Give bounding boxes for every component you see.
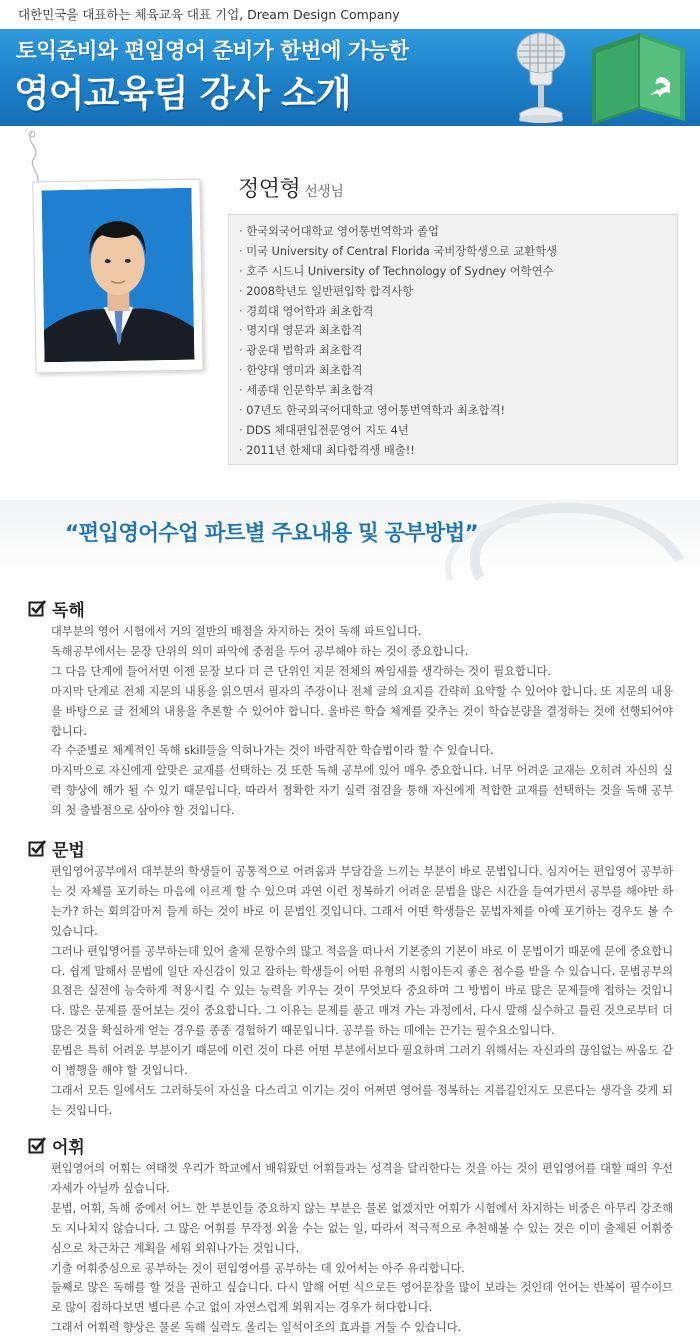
career-item: · 한국외국어대학교 영어통번역학과 졸업 <box>239 222 677 242</box>
checkbox-checked-icon <box>28 839 46 857</box>
teacher-title-suffix: 선생님 <box>304 184 344 200</box>
microphone-icon <box>517 33 565 123</box>
teacher-name: 정연형 <box>238 177 301 202</box>
topic-grammar <box>28 836 678 1121</box>
topic-title: 독해 <box>52 601 85 621</box>
topic-body <box>51 862 673 1121</box>
topic-title: 어휘 <box>52 1138 85 1158</box>
checkbox-checked-icon <box>28 599 46 617</box>
teacher-photo-frame <box>32 179 203 374</box>
paragraph: 문법, 어휘, 독해 중에서 어느 한 부분인들 중요하지 않는 부분은 물론 없겠지만 어휘가 시험에서 차지하는 비중은 아무리 강조해도 지나치지 않습니다. 그 많은 어휘를 무작정 외울 수는 없는 일, 따라서 적극적으로 추천해볼 수 있는 것은 이미 출제된 어휘중심으로 차근차근 계획을 세워 외워나가는 것입니다. <box>51 1201 673 1255</box>
tagline: 대한민국을 대표하는 체육교육 대표 기업, Dream Design Company <box>18 7 400 22</box>
career-item: · 미국 University of Central Florida 국비장학생으로 교환학생 <box>239 242 677 262</box>
teacher-name-heading <box>238 172 343 203</box>
career-list <box>228 214 678 465</box>
paragraph: 그러나 편입영어를 공부하는데 있어 출제 문항수의 많고 적음을 떠나서 기본중의 기본이 바로 이 문법이기 때문에 문에 중요합니다. 쉽게 말해서 문법에 일단 자신감이 있고 잘하는 학생들이 어떤 유형의 시험이든지 좋은 점수를 받을 수 있습니다. 문법공부의 요점은 실전에 능숙하게 적용시킬 수 있는 능력을 키우는 것이 무엇보다 중요하며 그 방법이 바로 많은 문제들에 접하는 것입니다. 많은 문제를 풀어보는 것이 중요합니다. 그 이유는 문제를 풀고 매겨 가는 과정에서, 다시 말해 실수하고 틀린 것으로부터 더 많은 것을 확실하게 얻는 경우를 종종 경험하기 때문입니다. 공부를 하는 데에는 끈기는 필수요소입니다. <box>51 944 673 1038</box>
paragraph: 대부분의 영어 시험에서 거의 절반의 배점을 차지하는 것이 독해 파트입니다. <box>51 625 422 638</box>
paragraph: 문법은 특히 어려운 부분이기 때문에 이런 것이 다른 어떤 부분에서보다 필요하며 그러기 위해서는 자신과의 끊임없는 싸움도 같이 병행을 해야 할 것입니다. <box>51 1044 673 1078</box>
paragraph: 그 다음 단계에 들어서면 이젠 문장 보다 더 큰 단위인 지문 전체의 짜임새를 생각하는 것이 필요합니다. <box>51 664 551 678</box>
section-header <box>0 500 700 580</box>
section-title: “편입영어수업 파트별 주요내용 및 공부방법” <box>65 521 478 546</box>
teacher-photo <box>41 188 194 363</box>
checkbox-checked-icon <box>28 1136 46 1154</box>
topic-title: 문법 <box>52 841 85 861</box>
topic-body <box>51 1159 673 1338</box>
microphone-book-illustration <box>480 29 700 126</box>
topic-body <box>51 622 673 821</box>
paragraph: 마지막으로 자신에게 알맞은 교재를 선택하는 것 또한 독해 공부에 있어 매우 중요합니다. 너무 어려운 교재는 오히려 자신의 실력 향상에 해가 될 수 있기 때문입니다. 따라서 정확한 자기 실력 점검을 통해 자신에게 적합한 교재를 선택하는 것을 독해 공부의 첫 출발점으로 삼아야 할 것입니다. <box>51 764 673 818</box>
paragraph: 둘째로 많은 독해를 할 것을 권하고 싶습니다. 다시 말해 어떤 식으로든 영어문장을 많이 보라는 것인데 언어는 반복이 필수이므로 많이 접하다보면 별다른 수고 없이 자연스럽게 외워지는 경우가 허다합니다. <box>51 1281 673 1315</box>
career-item: · 호주 시드니 University of Technology of Sydney 어학연수 <box>239 262 677 282</box>
topic-vocabulary <box>28 1133 678 1338</box>
banner-subtitle: 토익준비와 편입영어 준비가 한번에 가능한 <box>16 39 409 64</box>
hanging-string <box>20 128 50 188</box>
paragraph: 독해공부에서는 문장 단위의 의미 파악에 중점을 두어 공부해야 하는 것이 중요합니다. <box>51 644 469 658</box>
career-item: · 2008학년도 일반편입학 합격사항 <box>239 282 677 302</box>
career-item: · 명지대 영문과 최초합격 <box>239 321 677 341</box>
paragraph: 그래서 어휘력 향상은 물론 독해 실력도 올리는 일석이조의 효과를 거둘 수 있습니다. <box>51 1321 462 1335</box>
paragraph: 기출 어휘중심으로 공부하는 것이 편입영어를 공부하는 데 있어서는 아주 유리합니다. <box>51 1261 465 1275</box>
paragraph: 편입영어의 어휘는 여태껏 우리가 학교에서 배워왔던 어휘들과는 성격을 달리한다는 것을 아는 것이 편입영어를 대할 때의 우선 자세가 아닐까 싶습니다. <box>51 1162 673 1195</box>
topic-reading <box>28 596 678 821</box>
paragraph: 각 수준별로 체계적인 독해 skill들을 익혀나가는 것이 바람직한 학습법이라 할 수 있습니다. <box>51 744 494 758</box>
paragraph: 편입영어공부에서 대부분의 학생들이 공통적으로 어려움과 부담감을 느끼는 부분이 바로 문법입니다. 심지어는 편입영어 공부하는 것 자체를 포기하는 마음에 이르게 할 수 있으며 과연 이런 정복하기 어려운 문법을 많은 시간을 들여가면서 공부를 해야만 하는가? 하는 회의감마저 들게 하는 것이 바로 이 문법인 것입니다. 그래서 어떤 학생들은 문법자체를 아예 포기하는 경우도 볼 수 있습니다. <box>51 865 673 938</box>
career-item: · 2011년 한체대 최다합격생 배출!! <box>239 441 677 461</box>
career-item: · 세종대 인문학부 최초합격 <box>239 381 677 401</box>
career-item: · 광운대 법학과 최초합격 <box>239 341 677 361</box>
career-item: · DDS 체대편입전문영어 지도 4년 <box>239 421 677 441</box>
career-item: · 07년도 한국외국어대학교 영어통번역학과 최초합격! <box>239 401 677 421</box>
paragraph: 마지막 단계로 전체 지문의 내용을 읽으면서 필자의 주장이나 전체 글의 요지를 간략히 요약할 수 있어야 합니다. 또 지문의 내용을 바탕으로 글 전체의 내용을 추론할 수 있어야 합니다. 올바른 학습 체계를 갖추는 것이 학습분량을 결정하는 것에 선행되어야 합니다. <box>51 684 673 738</box>
career-item: · 경희대 영어학과 최초합격 <box>239 302 677 322</box>
paragraph: 그래서 모든 일에서도 그러하듯이 자신을 다스리고 이기는 것이 어쩌면 영어를 정복하는 지름길인지도 모른다는 생각을 갖게 되는 것입니다. <box>51 1083 673 1117</box>
book-icon <box>592 33 685 125</box>
header-banner <box>0 29 700 126</box>
banner-title: 영어교육팀 강사 소개 <box>14 72 351 115</box>
career-item: · 한양대 영미과 최초합격 <box>239 361 677 381</box>
